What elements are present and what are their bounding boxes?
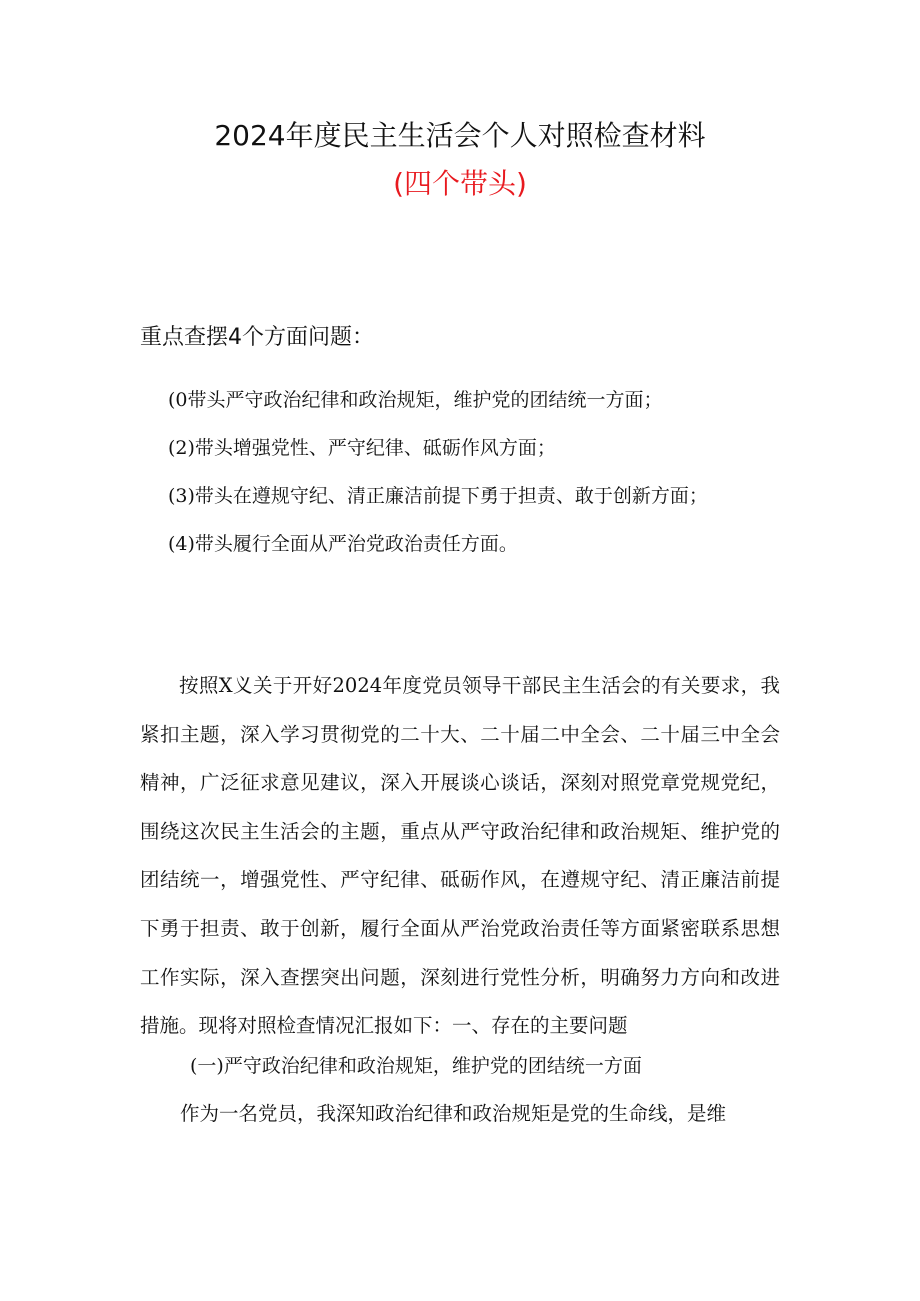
issue-item-4: (4)带头履行全面从严治党政治责任方面。: [168, 533, 518, 555]
issue-list: [168, 376, 828, 568]
document-subtitle: (四个带头): [393, 167, 527, 200]
issue-item-3: (3)带头在遵规守纪、清正廉洁前提下勇于担责、敢于创新方面；: [168, 485, 708, 507]
body-paragraph: 按照X义关于开好2024年度党员领导干部民主生活会的有关要求，我紧扣主题，深入学习贯彻党的二十大、二十届二中全会、二十届三中全会精神，广泛征求意见建议，深入开展谈心谈话，深刻对照党章党规党纪，围绕这次民主生活会的主题，重点从严守政治纪律和政治规矩、维护党的团结统一，增强党性、严守纪律、砥砺作风，在遵规守纪、清正廉洁前提下勇于担责、敢于创新，履行全面从严治党政治责任等方面紧密联系思想工作实际，深入查摆突出问题，深刻进行党性分析，明确努力方向和改进措施。现将对照检查情况汇报如下：一、存在的主要问题: [140, 674, 780, 1038]
section-heading: 重点查摆4个方面问题：: [140, 325, 374, 350]
sub-heading: (一)严守政治纪律和政治规矩，维护党的团结统一方面: [190, 1055, 642, 1077]
document-title: 2024年度民主生活会个人对照检查材料: [214, 119, 706, 152]
issue-item-1: (0带头严守政治纪律和政治规矩，维护党的团结统一方面；: [168, 389, 663, 411]
last-paragraph: 作为一名党员，我深知政治纪律和政治规矩是党的生命线，是维: [180, 1102, 727, 1125]
issue-item-2: (2)带头增强党性、严守纪律、砥砺作风方面；: [168, 437, 556, 459]
